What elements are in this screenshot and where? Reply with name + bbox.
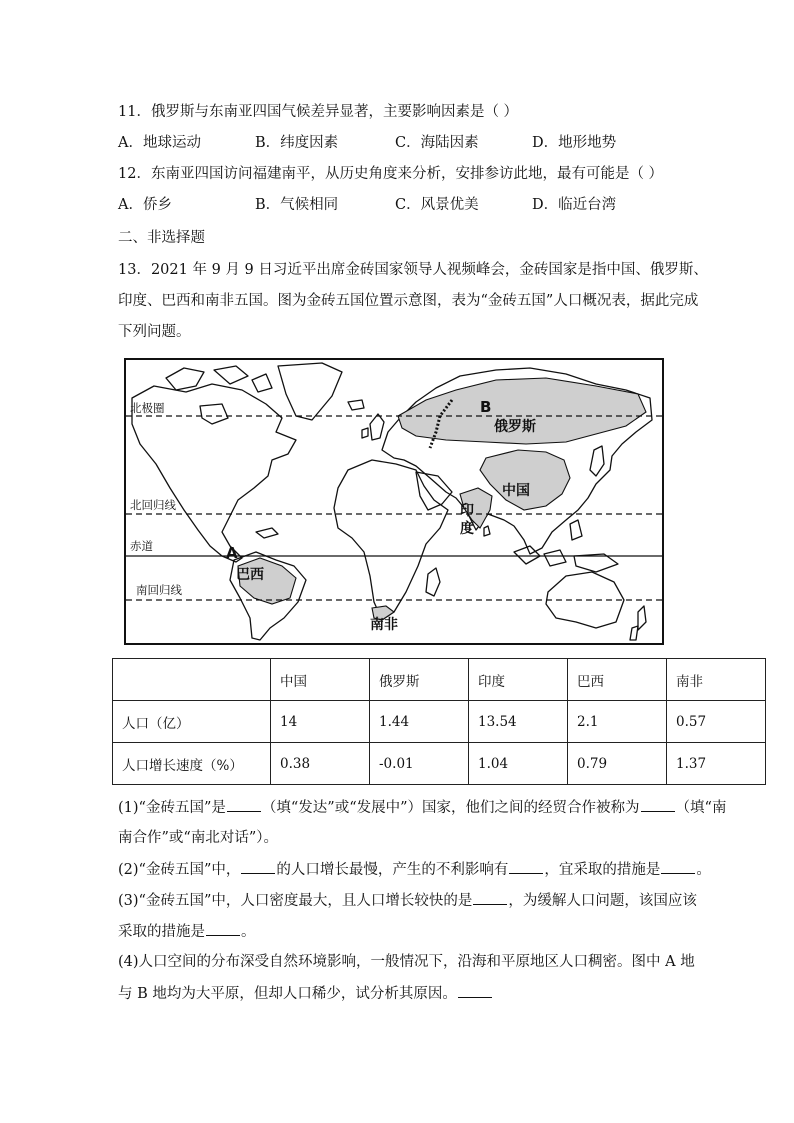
sub-question-4-line-1: (4)人口空间的分布深受自然环境影响，一般情况下，沿海和平原地区人口稠密。图中 A 地 <box>118 954 695 970</box>
label-china: 中国 <box>502 483 530 499</box>
question-12-stem: 12．东南亚四国访问福建南平，从历史角度来分析，安排参访此地，最有可能是（ ） <box>118 166 664 182</box>
table-row <box>113 701 766 743</box>
section-heading: 二、非选择题 <box>118 230 205 246</box>
table-cell: 1.37 <box>667 743 766 785</box>
sub-question-2-text: ，宜采取的措施是 <box>544 862 661 878</box>
question-11-stem: 11．俄罗斯与东南亚四国气候差异显著，主要影响因素是（ ） <box>118 104 519 120</box>
sub-question-3-text: (3)“金砖五国”中，人口密度最大，且人口增长较快的是 <box>118 893 473 909</box>
answer-blank[interactable] <box>206 921 240 936</box>
table-cell: 1.04 <box>469 743 568 785</box>
question-12-option-b: B．气候相同 <box>255 197 339 213</box>
question-11-option-d: D．地形地势 <box>532 135 617 151</box>
table-row <box>113 743 766 785</box>
sub-question-1-text: （填“发达”或“发展中”）国家，他们之间的经贸合作被称为 <box>261 800 640 816</box>
sub-question-4-text: 与 B 地均为大平原，但却人口稀少，试分析其原因。 <box>118 986 457 1002</box>
table-cell: 2.1 <box>568 701 667 743</box>
label-tropic-of-cancer: 北回归线 <box>130 498 176 512</box>
answer-blank[interactable] <box>473 890 507 905</box>
population-table <box>112 658 766 785</box>
question-12-option-a: A．侨乡 <box>118 197 172 213</box>
table-cell: -0.01 <box>370 743 469 785</box>
table-header-cell: 巴西 <box>568 659 667 701</box>
sub-question-3-line-2 <box>118 921 256 942</box>
map-drawing <box>126 360 662 643</box>
table-header-cell <box>113 659 271 701</box>
table-header-row <box>113 659 766 701</box>
brics-world-map <box>124 358 664 645</box>
table-cell: 13.54 <box>469 701 568 743</box>
label-equator: 赤道 <box>130 539 153 553</box>
sub-question-1-text: （填“南 <box>675 800 727 816</box>
question-11-option-b: B．纬度因素 <box>255 135 339 151</box>
table-header-cell: 南非 <box>667 659 766 701</box>
table-cell: 0.38 <box>271 743 370 785</box>
answer-blank[interactable] <box>509 859 543 874</box>
table-header-cell: 印度 <box>469 659 568 701</box>
sub-question-2 <box>118 859 711 880</box>
table-cell: 14 <box>271 701 370 743</box>
question-13-intro-line-2: 印度、巴西和南非五国。图为金砖五国位置示意图，表为“金砖五国”人口概况表，据此完成 <box>118 293 699 309</box>
table-cell: 0.57 <box>667 701 766 743</box>
marker-b: B <box>480 398 492 416</box>
sub-question-2-text: (2)“金砖五国”中， <box>118 862 241 878</box>
table-header-cell: 中国 <box>271 659 370 701</box>
table-cell: 人口增长速度（%） <box>113 743 271 785</box>
sub-question-2-text: 的人口增长最慢，产生的不利影响有 <box>276 862 509 878</box>
answer-blank[interactable] <box>641 797 675 812</box>
table-cell: 0.79 <box>568 743 667 785</box>
label-south-africa: 南非 <box>370 617 398 633</box>
sub-question-3-line-1 <box>118 890 697 911</box>
label-india-part-1: 印 <box>460 503 474 519</box>
sub-question-1-line-1 <box>118 797 726 818</box>
table-cell: 1.44 <box>370 701 469 743</box>
question-13-intro-line-1: 13．2021 年 9 月 9 日习近平出席金砖国家领导人视频峰会，金砖国家是指中国、俄罗斯、 <box>118 262 708 278</box>
sub-question-3-text: 。 <box>241 924 256 940</box>
question-11-option-c: C．海陆因素 <box>395 135 479 151</box>
table-header-cell: 俄罗斯 <box>370 659 469 701</box>
map-frame <box>124 358 664 645</box>
sub-question-1-line-2: 南合作”或“南北对话”）。 <box>118 830 278 846</box>
label-india-part-2: 度 <box>460 521 474 537</box>
sub-question-4-line-2 <box>118 983 493 1004</box>
answer-blank[interactable] <box>227 797 261 812</box>
sub-question-2-text: 。 <box>696 862 711 878</box>
question-13-intro-line-3: 下列问题。 <box>118 324 191 340</box>
answer-blank[interactable] <box>458 983 492 998</box>
question-12-option-d: D．临近台湾 <box>532 197 617 213</box>
label-arctic-circle: 北极圈 <box>130 401 165 415</box>
sub-question-1-text: (1)“金砖五国”是 <box>118 800 226 816</box>
table-cell: 人口（亿） <box>113 701 271 743</box>
sub-question-3-text: 采取的措施是 <box>118 924 205 940</box>
marker-a: A <box>226 544 238 562</box>
label-tropic-of-capricorn: 南回归线 <box>136 583 182 597</box>
answer-blank[interactable] <box>241 859 275 874</box>
label-brazil: 巴西 <box>236 567 264 583</box>
question-11-option-a: A．地球运动 <box>118 135 201 151</box>
sub-question-3-text: ，为缓解人口问题，该国应该 <box>508 893 697 909</box>
question-12-option-c: C．风景优美 <box>395 197 479 213</box>
answer-blank[interactable] <box>661 859 695 874</box>
label-russia: 俄罗斯 <box>494 419 536 435</box>
